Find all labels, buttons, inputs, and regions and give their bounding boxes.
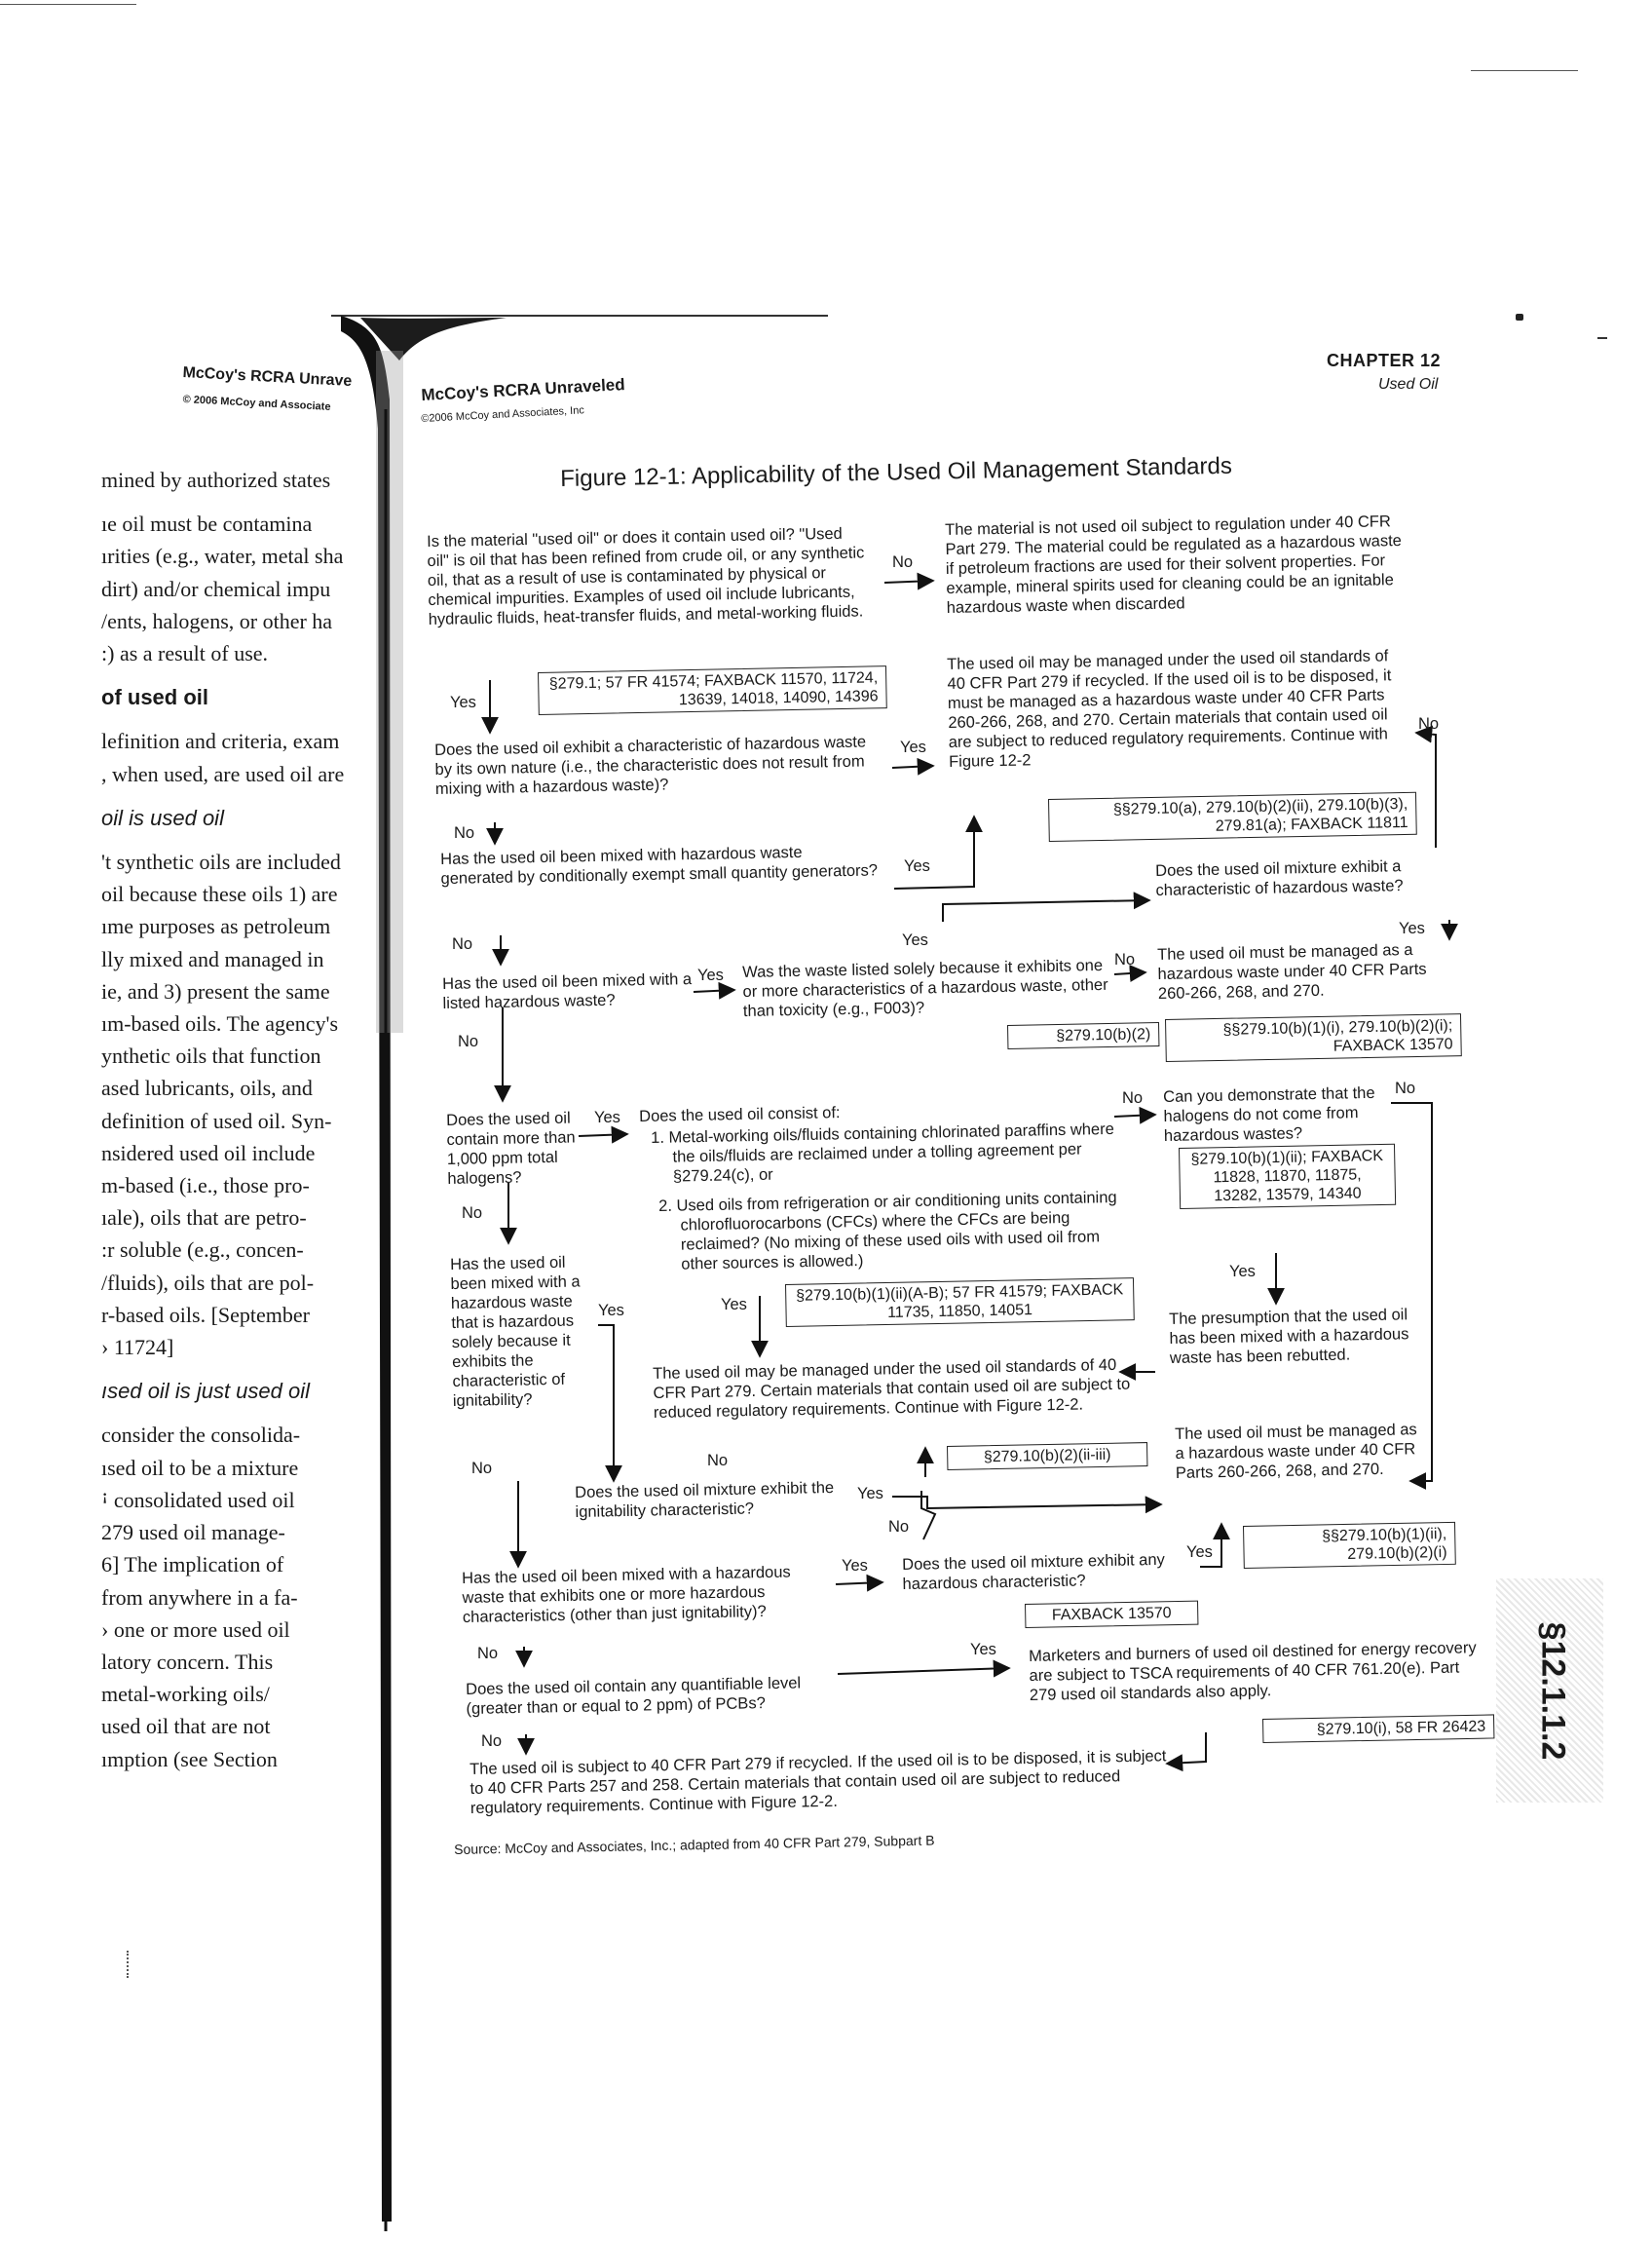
left-page-line: ım-based oils. The agency's — [101, 1011, 339, 1037]
figure-title: Figure 12-1: Applicability of the Used Oil Management Standards — [560, 452, 1233, 492]
left-page-line: 279 used oil manage- — [101, 1520, 285, 1545]
left-page-line: › 11724] — [101, 1335, 174, 1360]
label-no: No — [481, 1732, 503, 1750]
chapter-subtitle: Used Oil — [1378, 376, 1439, 393]
label-yes: Yes — [721, 1296, 747, 1313]
left-page-line: used oil that are not — [101, 1714, 271, 1739]
label-no: No — [1122, 1089, 1144, 1107]
r4-presumption-rebutted: The presumption that the used oil has been mixed with a hazardous waste has been rebutted. — [1169, 1306, 1409, 1367]
left-page-line: latory concern. This — [101, 1649, 274, 1674]
left-page-line: lefinition and criteria, exam — [101, 729, 340, 754]
left-page-line: ısed oil is just used oil — [101, 1379, 310, 1404]
left-page-line: 't synthetic oils are included — [101, 850, 341, 875]
ref10-citation: §279.10(i), 58 FR 26423 — [1262, 1714, 1494, 1743]
q6-listed-solely-characteristic: Was the waste listed solely because it exhibits one or more characteristics of a hazardous waste, other than toxicity (e.g., F003)? — [742, 956, 1108, 1020]
q4-mixture-characteristic: Does the used oil mixture exhibit a characteristic of hazardous waste? — [1155, 857, 1404, 899]
r1-not-used-oil: The material is not used oil subject to regulation under 40 CFR Part 279. The material could be regulated as a hazardous waste if petroleum fractions are used for their solvent properties. For example, mineral spirits used for cleaning could be an ignitable hazardous waste when discarded — [945, 513, 1403, 617]
ref2-citation: §§279.10(a), 279.10(b)(2)(ii), 279.10(b)(3), 279.81(a); FAXBACK 11811 — [1048, 792, 1417, 842]
left-page-line: definition of used oil. Syn- — [101, 1108, 332, 1133]
left-page-line: consider the consolida- — [101, 1423, 301, 1448]
r3-managed-as-hazardous: The used oil must be managed as a hazardous waste under 40 CFR Parts 260-266, 268, and 270. — [1157, 940, 1427, 1003]
q5-listed-hazardous-waste: Has the used oil been mixed with a listed hazardous waste? — [442, 970, 693, 1012]
q11-mixture-ignitability: Does the used oil mixture exhibit the ignitability characteristic? — [575, 1478, 835, 1521]
q3-cesqg-mixing: Has the used oil been mixed with hazardous waste generated by conditionally exempt small quantity generators? — [440, 843, 879, 888]
left-page-line: ynthetic oils that function — [101, 1044, 321, 1069]
ref8-citation: §§279.10(b)(1)(ii), 279.10(b)(2)(i) — [1243, 1522, 1456, 1569]
q9-demonstrate-halogens: Can you demonstrate that the halogens do not come from hazardous wastes? — [1163, 1083, 1375, 1145]
left-page-line: ısed oil to be a mixture — [101, 1455, 299, 1480]
left-page-line: 6] The implication of — [101, 1552, 284, 1577]
label-yes: Yes — [1229, 1263, 1256, 1280]
q12-mixed-other-characteristics: Has the used oil been mixed with a hazardous waste that exhibits one or more hazardous characteristics (other than just ignitability)? — [462, 1563, 791, 1626]
label-no: No — [454, 824, 475, 842]
left-page-line: dirt) and/or chemical impu — [101, 576, 331, 601]
left-page-line: ıe oil must be contamina — [101, 512, 313, 537]
label-no: No — [471, 1460, 493, 1477]
r8-subject-to-279: The used oil is subject to 40 CFR Part 279 if recycled. If the used oil is to be disposed, it is subject to 40 CFR Parts 257 and 258. Certain materials that contain used oil are subject to reduced regulatory requirements. Continue with Figure 12-2. — [469, 1747, 1167, 1817]
r6-managed-as-hazardous: The used oil must be managed as a hazardous waste under 40 CFR Parts 260-266, 268, and 270. — [1175, 1421, 1417, 1482]
section-tab-label: §12.1.1.2 — [1534, 1621, 1572, 1761]
label-yes: Yes — [1186, 1543, 1213, 1561]
left-page-line: ıme purposes as petroleum — [101, 914, 331, 939]
label-yes: Yes — [697, 967, 724, 984]
ref4-citation: §§279.10(b)(1)(i), 279.10(b)(2)(i); FAXBACK 13570 — [1165, 1013, 1462, 1062]
q1-used-oil-definition: Is the material "used oil" or does it contain used oil? "Used oil" is oil that has been refined from crude oil, or any synthetic oil, that as a result of use is contaminated by physical or chemical impurities. Examples of used oil include lubricants, hydraulic fluids, heat-transfer fluids, and metal-working fluids. — [427, 524, 865, 628]
q7-halogens: Does the used oil contain more than 1,000 ppm total halogens? — [446, 1109, 576, 1188]
label-no: No — [888, 1518, 910, 1536]
book-title: McCoy's RCRA Unraveled — [421, 375, 626, 404]
left-page-line: , when used, are used oil are — [101, 761, 345, 786]
left-page-line: m-based (i.e., those pro- — [101, 1173, 310, 1198]
label-yes: Yes — [904, 857, 930, 875]
left-page-line: :r soluble (e.g., concen- — [101, 1237, 304, 1263]
left-page-line: :) as a result of use. — [101, 641, 269, 666]
r5-managed-under-279: The used oil may be managed under the used oil standards of 40 CFR Part 279. Certain materials that contain used oil are subject to reduced regulatory requirements. Continue with Figure 12-2. — [653, 1355, 1131, 1422]
label-no: No — [462, 1204, 483, 1222]
left-page-line: /ents, halogens, or other ha — [101, 608, 333, 633]
left-page-line: ımption (see Section — [101, 1746, 278, 1771]
label-yes: Yes — [902, 931, 928, 949]
left-page-line: oil is used oil — [101, 805, 224, 830]
r7-tsca-requirements: Marketers and burners of used oil destined for energy recovery are subject to TSCA requirements of 40 CFR 761.20(e). Part 279 used oil standards also apply. — [1029, 1639, 1477, 1704]
ref9-citation: FAXBACK 13570 — [1025, 1601, 1198, 1628]
label-no: No — [1418, 715, 1440, 733]
label-yes: Yes — [450, 694, 476, 711]
left-page-line: ꜟ consolidated used oil — [101, 1487, 295, 1512]
left-running-head: McCoy's RCRA Unrave — [182, 364, 353, 391]
label-no: No — [707, 1452, 729, 1469]
figure-source: Source: McCoy and Associates, Inc.; adapted from 40 CFR Part 279, Subpart B — [454, 1832, 935, 1857]
left-page-line: from anywhere in a fa- — [101, 1584, 298, 1610]
label-no: No — [892, 553, 914, 571]
label-yes: Yes — [970, 1641, 996, 1658]
copyright-line: ©2006 McCoy and Associates, Inc — [421, 404, 585, 425]
left-page-line: oil because these oils 1) are — [101, 882, 338, 907]
ref3-citation: §279.10(b)(2) — [1007, 1022, 1159, 1049]
q8-item-2: 2. Used oils from refrigeration or air conditioning units containing chlorofluorocarbons (CFCs) where the CFCs are being reclaimed? (No mixing of these used oils with used oil from other sources is allowed.) — [658, 1188, 1117, 1273]
ref6-citation: §279.10(b)(1)(ii)(A-B); 57 FR 41579; FAXBACK 11735, 11850, 14051 — [785, 1277, 1135, 1327]
label-yes: Yes — [900, 739, 926, 756]
r2-managed-under-279: The used oil may be managed under the used oil standards of 40 CFR Part 279 if recycled. If the used oil is to be disposed, it must be managed as a hazardous waste under 40 CFR Parts 260-266, 268, and 270. Certain materials that contain used oil are subject to reduced regulatory requirements. Continue with Figure 12-2 — [947, 647, 1392, 771]
label-no: No — [1114, 951, 1136, 969]
left-page-line: › one or more used oil — [101, 1616, 290, 1642]
q14-pcbs: Does the used oil contain any quantifiable level (greater than or equal to 2 ppm) of PCBs? — [466, 1674, 802, 1718]
left-page-line: of used oil — [101, 685, 208, 710]
q8-consist-of: Does the used oil consist of: — [639, 1104, 841, 1125]
left-page-line: ırities (e.g., water, metal sha — [101, 544, 344, 569]
left-page-line: ıale), oils that are petro- — [101, 1205, 307, 1231]
ref1-citation: §279.1; 57 FR 41574; FAXBACK 11570, 11724, 13639, 14018, 14090, 14396 — [538, 665, 887, 715]
label-yes: Yes — [594, 1109, 620, 1126]
label-yes: Yes — [598, 1302, 624, 1319]
left-copyright: © 2006 McCoy and Associate — [182, 394, 331, 413]
left-page-line: nsidered used oil include — [101, 1140, 316, 1165]
left-page-line: ie, and 3) present the same — [101, 978, 330, 1004]
chapter-heading: CHAPTER 12 — [1327, 351, 1442, 370]
q2-characteristic-own-nature: Does the used oil exhibit a characteristic of hazardous waste by its own nature (i.e., the characteristic does not result from mixing with a hazardous waste)? — [434, 733, 867, 798]
left-page-line: metal-working oils/ — [101, 1682, 270, 1707]
left-page-line: /fluids), oils that are pol- — [101, 1270, 315, 1295]
q10-mixed-ignitable: Has the used oil been mixed with a hazardous waste that is hazardous solely because it exhibits the characteristic of ignitability? — [450, 1253, 581, 1410]
label-yes: Yes — [857, 1485, 883, 1502]
left-page-line: r-based oils. [September — [101, 1302, 310, 1327]
label-yes: Yes — [842, 1557, 868, 1575]
label-no: No — [477, 1645, 499, 1662]
ref5-citation: §279.10(b)(1)(ii); FAXBACK 11828, 11870, 11875, 13282, 13579, 14340 — [1179, 1144, 1396, 1209]
label-no: No — [452, 935, 473, 953]
q13-mixture-any-characteristic: Does the used oil mixture exhibit any hazardous characteristic? — [902, 1550, 1165, 1593]
left-page-line: ased lubricants, oils, and — [101, 1076, 313, 1101]
label-no: No — [458, 1033, 479, 1050]
left-page-line: lly mixed and managed in — [101, 946, 324, 971]
label-no: No — [1395, 1080, 1416, 1097]
ref7-citation: §279.10(b)(2)(ii-iii) — [947, 1442, 1147, 1470]
label-yes: Yes — [1399, 920, 1425, 937]
q8-item-1: 1. Metal-working oils/fluids containing chlorinated paraffins where the oils/fluids are reclaimed under a tolling agreement per §279.24(c), or — [651, 1120, 1114, 1186]
bottom-mark — [127, 1951, 131, 1978]
left-page-line: mined by authorized states — [101, 468, 331, 492]
